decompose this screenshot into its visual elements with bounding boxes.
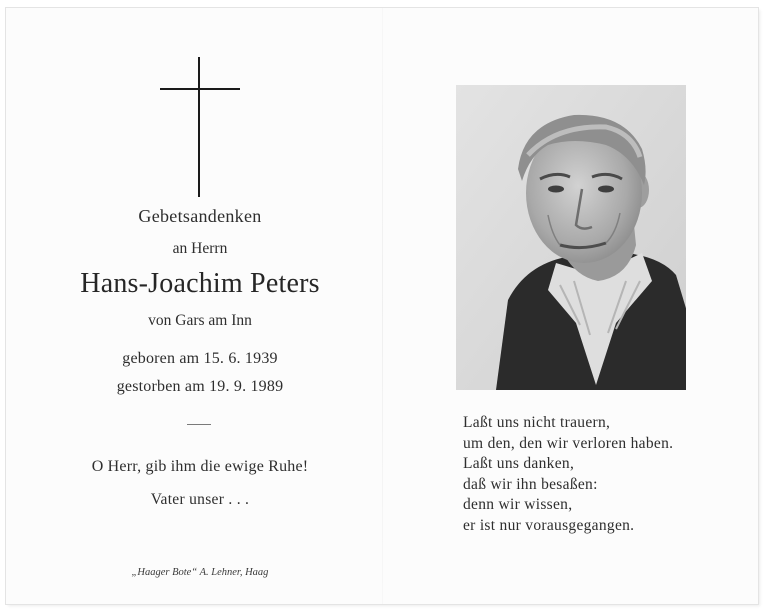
origin-line: von Gars am Inn (148, 312, 252, 329)
deceased-name: Hans-Joachim Peters (80, 268, 320, 299)
to-line: an Herrn (172, 240, 228, 257)
poem-line: um den, den wir verloren haben. (463, 434, 674, 452)
prayer-line: O Herr, gib ihm die ewige Ruhe! (91, 458, 309, 475)
card-fold (382, 8, 383, 604)
death-date-line: gestorben am 19. 9. 1989 (116, 378, 284, 395)
poem-line: denn wir wissen, (463, 496, 573, 513)
portrait-photo (456, 85, 686, 390)
birth-date-line: geboren am 15. 6. 1939 (122, 350, 278, 367)
greeting-heading: Gebetsandenken (138, 206, 262, 226)
poem-line: er ist nur vorausgegangen. (463, 516, 635, 534)
divider (187, 424, 211, 425)
poem-line: Laßt uns nicht trauern, (463, 414, 611, 431)
poem (463, 413, 673, 536)
our-father-line: Vater unser . . . (150, 491, 250, 508)
poem-line: daß wir ihn besaßen: (463, 475, 598, 493)
poem-line: Laßt uns danken, (463, 455, 575, 472)
printer-credit: „Haager Bote“ A. Lehner, Haag (131, 567, 269, 578)
